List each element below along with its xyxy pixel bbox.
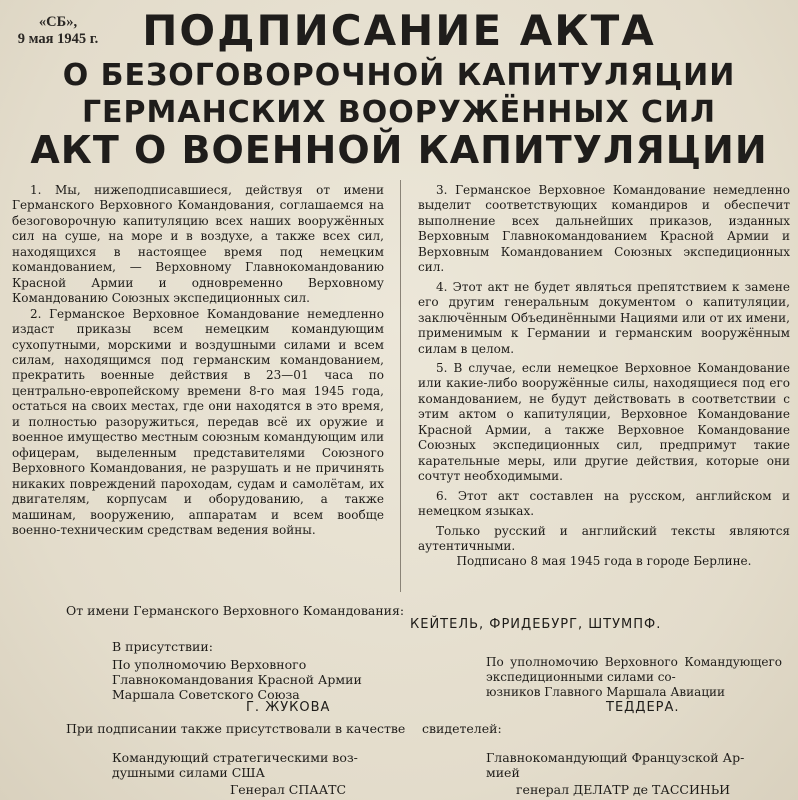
article-4: 4. Этот акт не будет являться препятствием к замене его другим генеральным документом о капитуляции, заключённым Объединёнными Нациями или от их имени, применимым к Германии и германским вооружённым силам в целом. [418, 279, 790, 356]
column-divider [400, 180, 401, 592]
allied-authority: По уполномочию Верховного Командующего экспедиционными силами со- [486, 655, 782, 684]
left-column [12, 183, 384, 538]
tedder-name: ТЕДДЕРА. [606, 700, 680, 715]
witnesses-label: свидетелей: [422, 721, 502, 736]
article-3: 3. Германское Верховное Командование немедленно выделит соответствующих командиров и обеспечит выполнение всех дальнейших приказов, изданных Верховным Главнокомандованием Красной Армии и Верховным Командованием Союзных экспедиционных сил. [418, 183, 790, 275]
spaatz-name: Генерал СПААТС [230, 782, 347, 797]
fr-line-1: Главнокомандующий Французской Ар- [486, 750, 745, 765]
soviet-line-1: По уполномочию Верховного [112, 657, 307, 672]
article-6: 6. Этот акт составлен на русском, английском и немецком языках. [418, 488, 790, 519]
witnesses-line: При подписании также присутствовали в качестве [66, 721, 406, 736]
article-5: 5. В случае, если немецкое Верховное Командование или какие-либо вооружённые силы, находящиеся под его командованием, не будут действовать в соответствии с этим актом о капитуляции, Верховное Командование Красной Армии, а также Верховное Командование Союзных экспедиционных сил, предпримут такие карательные меры, или другие действия, которые они сочтут необходимыми. [418, 360, 790, 484]
article-2: 2. Германское Верховное Командование немедленно издаст приказы всем немецким командующим сухопутными, морскими и воздушными силами и всем силам, находящимся под германским командованием, прекратить военные действия в 23—01 часа по центрально-европейскому времени 8-го мая 1945 года, остаться на своих местах, где они находятся в это время, и полностью разоружиться, передав всё их оружие и военное имущество местным союзным командующим или офицерам, выделенным представителями Союзного Верховного Командования, не разрушать и не причинять никаких повреждений пароходам, судам и самолётам, их двигателям, корпусам и оборудованию, а также машинам, вооружению, аппаратам и всем вообще военно-техническим средствам ведения войны. [12, 306, 384, 537]
right-column [418, 183, 790, 570]
headline-sub-1: О БЕЗОГОВОРОЧНОЙ КАПИТУЛЯЦИИ [62, 58, 736, 93]
authentic-texts-note: Только русский и английский тексты являются аутентичными. [418, 523, 790, 553]
presence-label: В присутствии: [112, 639, 213, 654]
source-date: 9 мая 1945 г. [17, 31, 99, 47]
on-behalf-line: От имени Германского Верховного Командования: [66, 603, 405, 618]
de-lattre-name: генерал ДЕЛАТР де ТАССИНЬИ [516, 782, 731, 797]
fr-line-2: мией [486, 765, 520, 780]
signing-place-date: Подписано 8 мая 1945 года в городе Берлине. [456, 554, 752, 569]
source-name: «СБ», [38, 14, 78, 30]
allied-line-2: юзников Главного Маршала Авиации [486, 685, 726, 699]
act-title: АКТ О ВОЕННОЙ КАПИТУЛЯЦИИ [30, 128, 768, 172]
soviet-line-3: Маршала Советского Союза [112, 687, 300, 702]
us-line-2: душными силами США [112, 765, 266, 780]
german-signatories: КЕЙТЕЛЬ, ФРИДЕБУРГ, ШТУМПФ. [410, 617, 662, 632]
soviet-line-2: Главнокомандования Красной Армии [112, 672, 362, 687]
headline-main: ПОДПИСАНИЕ АКТА [142, 6, 656, 55]
us-line-1: Командующий стратегическими воз- [112, 750, 358, 765]
headline-sub-2: ГЕРМАНСКИХ ВООРУЖЁННЫХ СИЛ [81, 95, 717, 130]
article-1: 1. Мы, нижеподписавшиеся, действуя от имени Германского Верховного Командования, соглашаемся на безоговорочную капитуляцию всех наших вооружённых сил на суше, на море и в воздухе, а также всех сил, находящихся в настоящее время под немецким командованием, — Верховному Главнокомандованию Красной Армии и одновременно Верховному Командованию Союзных экспедиционных сил. [12, 183, 384, 306]
zhukov-name: Г. ЖУКОВА [246, 700, 331, 715]
